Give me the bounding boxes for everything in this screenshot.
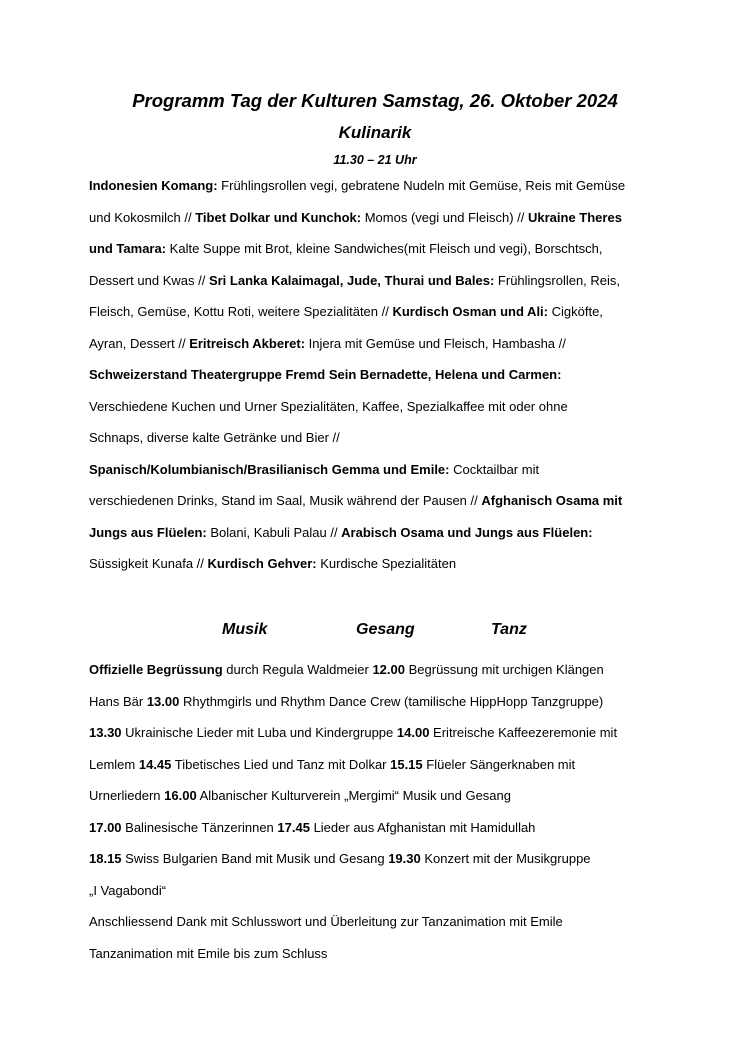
kulinarik-text: Frühlingsrollen, Reis, xyxy=(494,272,621,288)
kulinarik-line xyxy=(89,233,679,265)
kulinarik-text: und Kokosmilch // xyxy=(89,209,196,225)
program-bold-text: 16.00 xyxy=(164,788,197,803)
kulinarik-bold-text: und Tamara: xyxy=(89,241,167,256)
heading-gesang: Gesang xyxy=(356,621,415,638)
kulinarik-time: 11.30 – 21 Uhr xyxy=(333,153,417,167)
kulinarik-bold-text: Tibet Dolkar und Kunchok: xyxy=(195,209,362,225)
kulinarik-line xyxy=(89,422,679,454)
program-text: Urnerliedern xyxy=(89,788,165,803)
program-text: Konzert mit der Musikgruppe xyxy=(420,851,591,866)
section-heading-kulinarik: Kulinarik xyxy=(338,123,412,142)
kulinarik-line xyxy=(89,296,679,328)
kulinarik-text: Injera mit Gemüse und Fleisch, Hambasha // xyxy=(305,335,566,351)
music-headings xyxy=(0,621,750,645)
program-bold-text: 17.45 xyxy=(277,819,310,835)
program-text: Rhythmgirls und Rhythm Dance Crew (tamilische HippHopp Tanzgruppe) xyxy=(179,693,604,709)
heading-tanz: Tanz xyxy=(491,621,527,638)
program-text: Flüeler Sängerknaben mit xyxy=(422,756,576,772)
kulinarik-line xyxy=(89,265,679,297)
kulinarik-bold-text: Kurdisch Osman und Ali: xyxy=(392,304,548,319)
program-text: Hans Bär xyxy=(89,693,147,709)
program-bold-text: 14.00 xyxy=(396,725,430,740)
program-text: Anschliessend Dank mit Schlusswort und Überleitung zur Tanzanimation mit Emile xyxy=(89,914,563,929)
program-bold-text: 13.30 xyxy=(89,725,122,740)
program-line xyxy=(89,812,679,844)
kulinarik-text xyxy=(89,170,679,580)
kulinarik-bold-text: Spanisch/Kolumbianisch/Brasilianisch Gemma und Emile: xyxy=(89,461,450,477)
kulinarik-text: Verschiedene Kuchen und Urner Spezialitäten, Kaffee, Spezialkaffee mit oder ohne xyxy=(89,398,568,414)
kulinarik-text: Schnaps, diverse kalte Getränke und Bier // xyxy=(89,430,340,445)
kulinarik-bold-text: Arabisch Osama und Jungs aus Flüelen: xyxy=(341,524,593,540)
kulinarik-text: verschiedenen Drinks, Stand im Saal, Musik während der Pausen // xyxy=(89,493,482,508)
kulinarik-line xyxy=(89,359,679,391)
kulinarik-line xyxy=(89,391,679,423)
kulinarik-bold-text: Eritreisch Akberet: xyxy=(189,335,306,351)
program-line xyxy=(89,654,679,686)
program-text: Tanzanimation mit Emile bis zum Schluss xyxy=(89,945,328,961)
kulinarik-text: Fleisch, Gemüse, Kottu Roti, weitere Spezialitäten // xyxy=(89,304,393,319)
kulinarik-line xyxy=(89,517,679,549)
program-bold-text: 14.45 xyxy=(138,756,172,772)
kulinarik-bold-text: Kurdisch Gehver: xyxy=(207,556,317,571)
kulinarik-text: Ayran, Dessert // xyxy=(89,335,190,351)
program-line xyxy=(89,686,679,718)
program-text: Lemlem xyxy=(89,756,139,772)
kulinarik-text: Süssigkeit Kunafa // xyxy=(89,556,208,571)
kulinarik-bold-text: Sri Lanka Kalaimagal, Jude, Thurai und Bales: xyxy=(208,272,495,288)
kulinarik-text: Bolani, Kabuli Palau // xyxy=(206,524,342,540)
program-text xyxy=(89,654,679,969)
program-line xyxy=(89,906,679,938)
kulinarik-bold-text: Schweizerstand Theatergruppe Fremd Sein Bernadette, Helena und Carmen: xyxy=(89,367,562,382)
program-text: Begrüssung mit urchigen Klängen xyxy=(405,662,604,677)
program-line xyxy=(89,843,679,875)
program-text: Balinesische Tänzerinnen xyxy=(121,819,278,835)
kulinarik-bold-text: Afghanisch Osama mit xyxy=(481,493,623,508)
program-bold-text: 12.00 xyxy=(372,662,405,677)
kulinarik-text: Cocktailbar mit xyxy=(449,461,540,477)
kulinarik-line xyxy=(89,454,679,486)
program-line xyxy=(89,717,679,749)
program-text: Albanischer Kulturverein „Mergimi“ Musik und Gesang xyxy=(196,788,512,803)
kulinarik-text: Kurdische Spezialitäten xyxy=(316,556,457,571)
program-line xyxy=(89,780,679,812)
kulinarik-line xyxy=(89,202,679,234)
kulinarik-text: Kalte Suppe mit Brot, kleine Sandwiches(mit Fleisch und vegi), Borschtsch, xyxy=(166,241,603,256)
kulinarik-line xyxy=(89,328,679,360)
program-text: Lieder aus Afghanistan mit Hamidullah xyxy=(309,819,536,835)
kulinarik-text: Frühlingsrollen vegi, gebratene Nudeln mit Gemüse, Reis mit Gemüse xyxy=(217,178,626,193)
program-bold-text: Offizielle Begrüssung xyxy=(89,662,223,677)
program-text: durch Regula Waldmeier xyxy=(222,662,373,677)
program-bold-text: 13.00 xyxy=(146,693,180,709)
program-bold-text: 18.15 xyxy=(89,851,122,866)
program-bold-text: 19.30 xyxy=(388,851,421,866)
program-text: Ukrainische Lieder mit Luba und Kindergruppe xyxy=(121,725,397,740)
kulinarik-bold-text: Jungs aus Flüelen: xyxy=(89,524,207,540)
program-text: Eritreische Kaffeezeremonie mit xyxy=(429,725,618,740)
kulinarik-line xyxy=(89,170,679,202)
page-title: Programm Tag der Kulturen Samstag, 26. Oktober 2024 xyxy=(132,90,618,111)
program-line xyxy=(89,875,679,907)
program-line xyxy=(89,938,679,970)
kulinarik-bold-text: Indonesien Komang: xyxy=(89,178,218,193)
program-bold-text: 15.15 xyxy=(390,756,423,772)
kulinarik-text: Momos (vegi und Fleisch) // xyxy=(361,209,528,225)
program-text: Swiss Bulgarien Band mit Musik und Gesang xyxy=(121,851,389,866)
program-bold-text: 17.00 xyxy=(89,819,122,835)
program-text: Tibetisches Lied und Tanz mit Dolkar xyxy=(171,756,391,772)
kulinarik-line xyxy=(89,485,679,517)
kulinarik-bold-text: Ukraine Theres xyxy=(528,209,622,225)
heading-musik: Musik xyxy=(222,621,268,638)
kulinarik-text: Cigköfte, xyxy=(548,304,603,319)
program-line xyxy=(89,749,679,781)
kulinarik-text: Dessert und Kwas // xyxy=(89,272,209,288)
kulinarik-line xyxy=(89,548,679,580)
program-text: „I Vagabondi“ xyxy=(89,882,167,898)
